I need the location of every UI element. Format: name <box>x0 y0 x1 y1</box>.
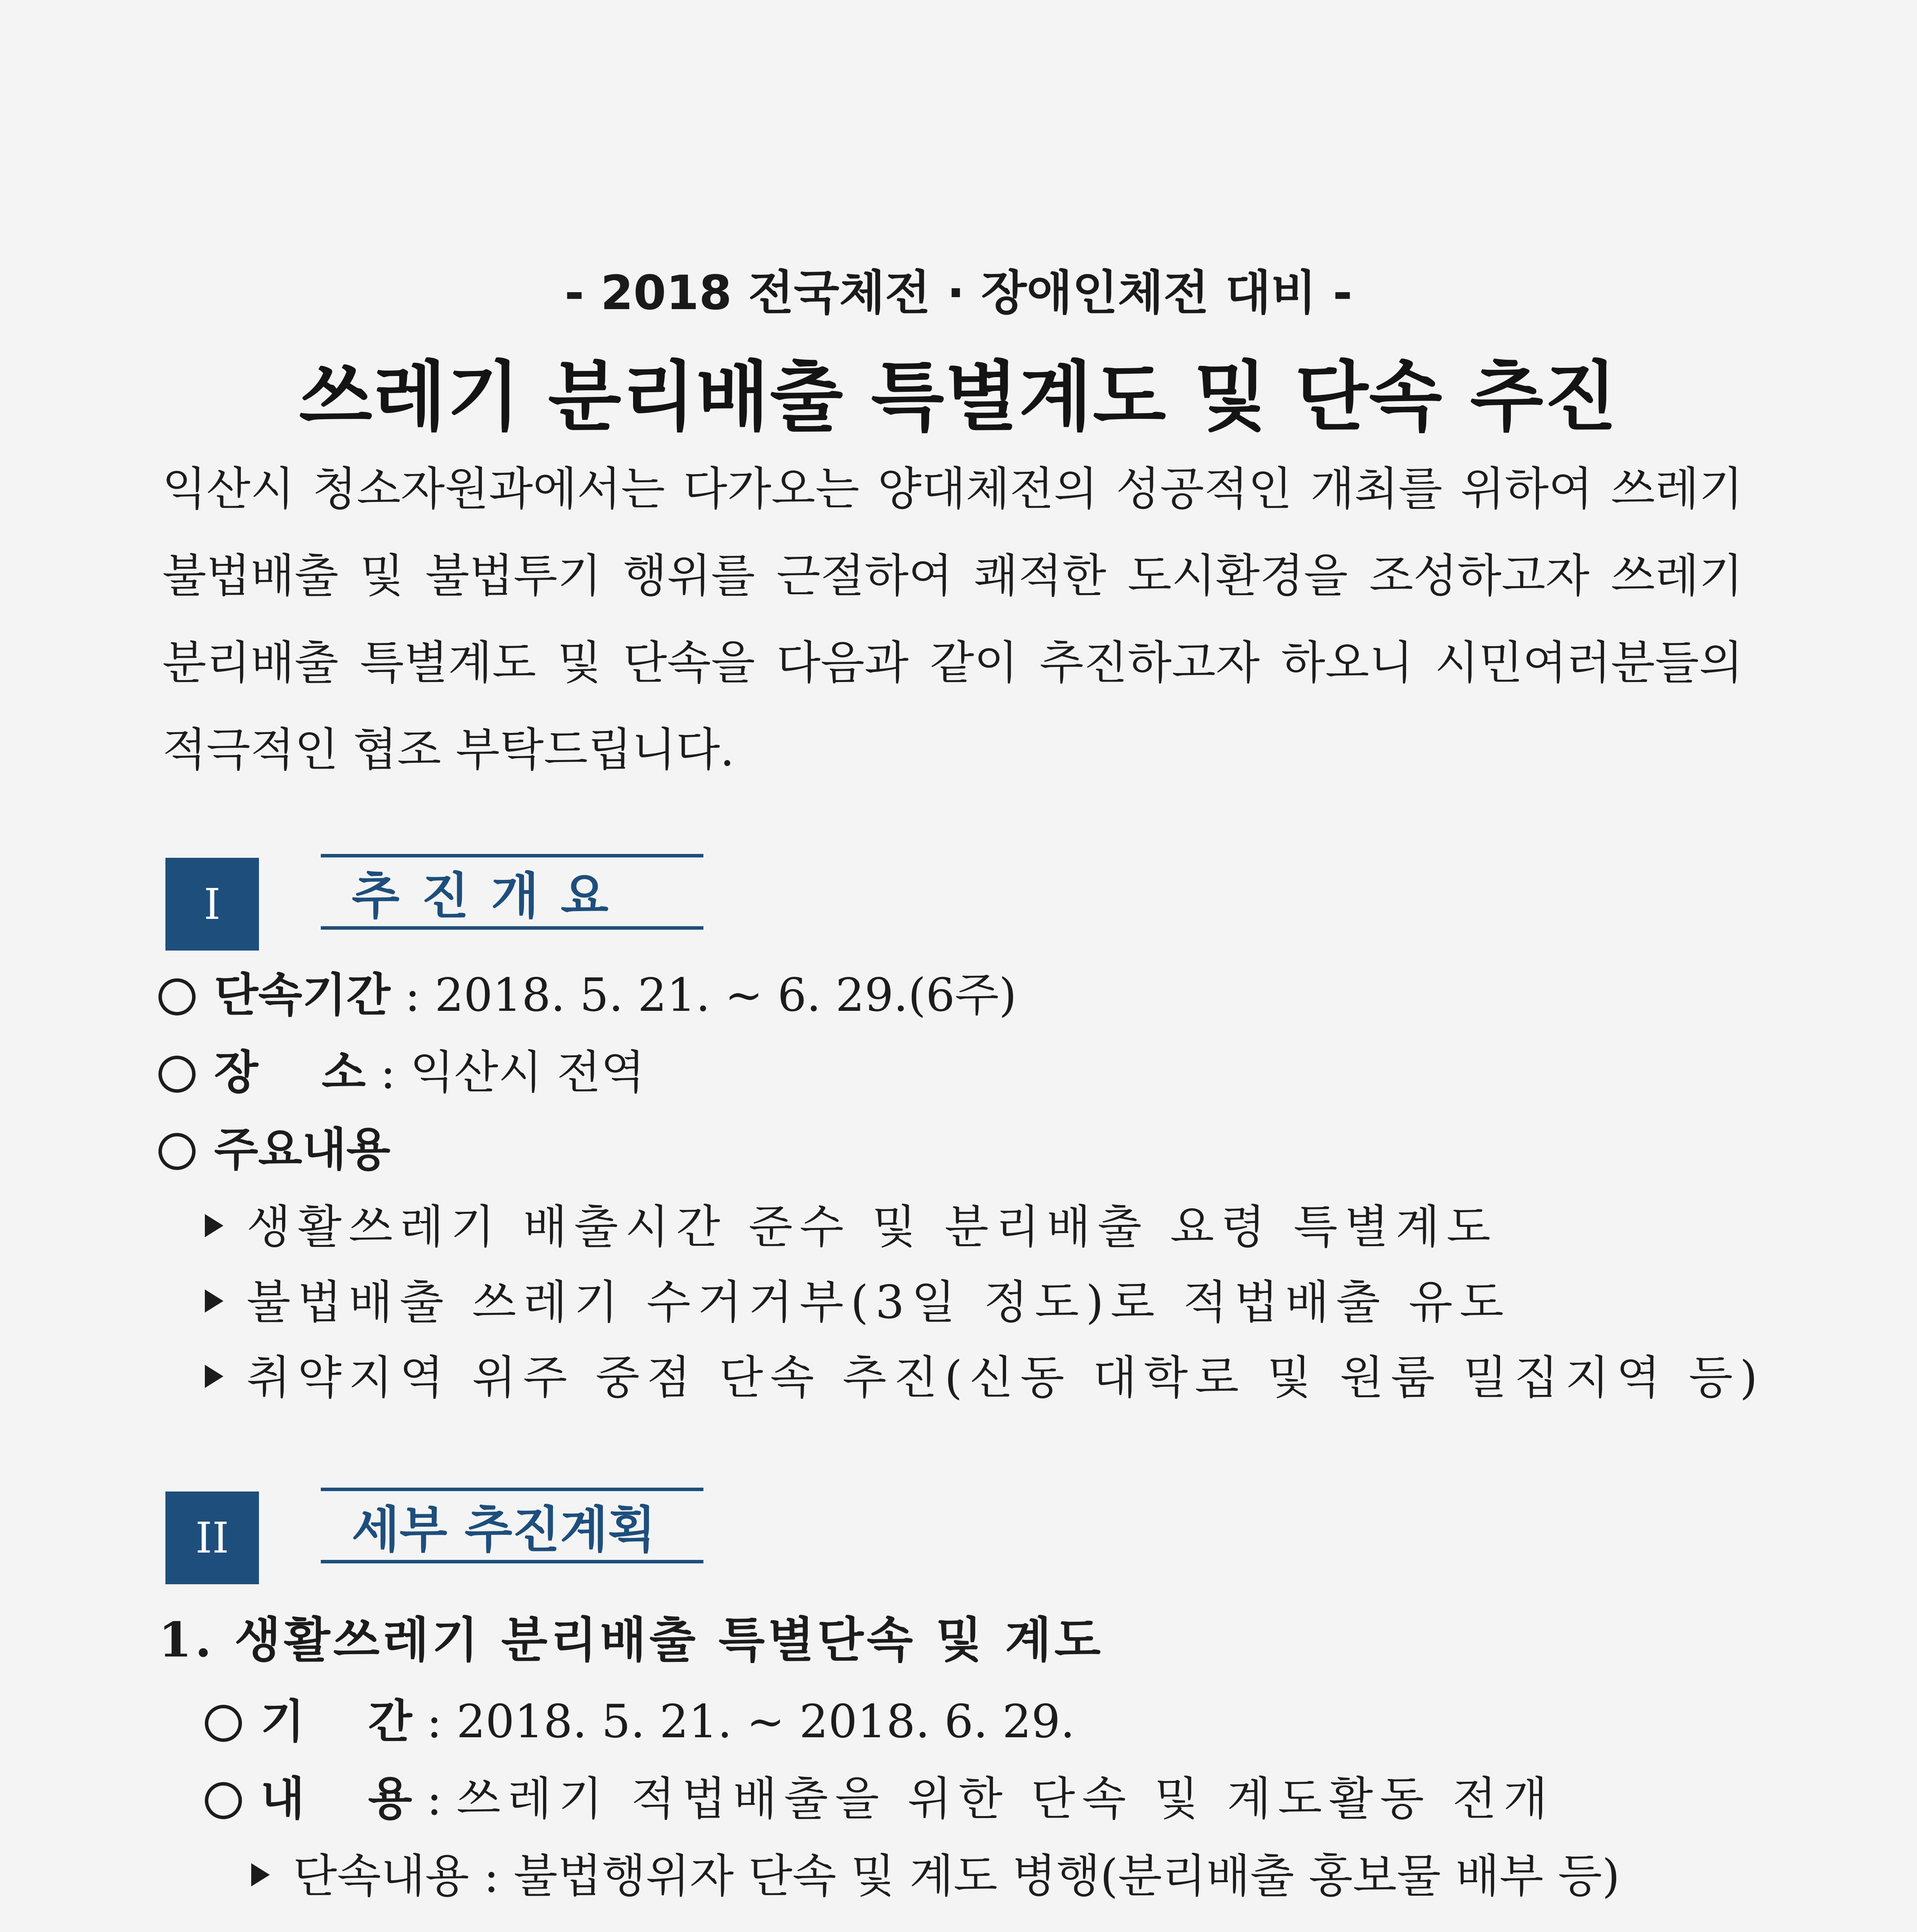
intro-line-2: 불법배출 및 불법투기 행위를 근절하여 쾌적한 도시환경을 조성하고자 쓰레기 <box>162 549 1743 602</box>
item-place-value: 익산시 전역 <box>410 1046 645 1099</box>
triangle-bullet-icon <box>205 1365 223 1388</box>
document-title: 쓰레기 분리배출 특별계도 및 단속 추진 <box>299 353 1618 441</box>
triangle-bullet-icon <box>251 1863 270 1886</box>
bullet-3: 취약지역 위주 중점 단속 추진(신동 대학로 및 원룸 밀집지역 등) <box>205 1349 1764 1406</box>
item-place-label: 장 소 <box>214 1045 366 1099</box>
sub1-period: 기 간 : 2018. 5. 21. ~ 2018. 6. 29. <box>205 1692 1075 1750</box>
section-1-number: I <box>165 858 259 951</box>
item-place: 장 소 : 익산시 전역 <box>158 1043 645 1101</box>
triangle-bullet-icon <box>205 1214 223 1237</box>
sub1-content: 내 용 : 쓰레기 적법배출을 위한 단속 및 계도활동 전개 <box>205 1770 1554 1828</box>
sub1-detail: 단속내용 : 불법행위자 단속 및 계도 병행(분리배출 홍보물 배부 등) <box>251 1847 1620 1905</box>
item-period-label: 단속기간 <box>214 968 390 1022</box>
item-period-value: 2018. 5. 21. ~ 6. 29.(6주) <box>434 968 1017 1022</box>
item-period: 단속기간 : 2018. 5. 21. ~ 6. 29.(6주) <box>158 966 1017 1024</box>
circle-bullet-icon <box>158 1056 196 1093</box>
intro-line-4: 적극적인 협조 부탁드립니다. <box>162 723 735 776</box>
sub1-period-label: 기 간 <box>260 1694 412 1748</box>
sub-heading-1: 1. 생활쓰레기 분리배출 특별단속 및 계도 <box>158 1612 1104 1668</box>
bullet-1: 생활쓰레기 배출시간 준수 및 분리배출 요령 특별계도 <box>205 1198 1498 1256</box>
triangle-bullet-icon <box>205 1289 223 1313</box>
intro-line-3: 분리배출 특별계도 및 단속을 다음과 같이 추진하고자 하오니 시민여러분들의 <box>162 636 1743 689</box>
sub1-content-value: 쓰레기 적법배출을 위한 단속 및 계도활동 전개 <box>456 1772 1554 1825</box>
sub1-detail-value: 불법행위자 단속 및 계도 병행(분리배출 홍보물 배부 등) <box>513 1849 1620 1903</box>
sub1-period-value: 2018. 5. 21. ~ 2018. 6. 29. <box>456 1695 1075 1748</box>
sub1-content-label: 내 용 <box>260 1772 412 1825</box>
section-2-number: II <box>165 1492 259 1584</box>
bullet-2: 불법배출 쓰레기 수거거부(3일 정도)로 적법배출 유도 <box>205 1273 1510 1331</box>
circle-bullet-icon <box>205 1705 242 1742</box>
circle-bullet-icon <box>158 1133 196 1170</box>
document-subtitle: - 2018 전국체전 · 장애인체전 대비 - <box>564 265 1353 320</box>
intro-line-1: 익산시 청소자원과에서는 다가오는 양대체전의 성공적인 개최를 위하여 쓰레기 <box>162 462 1743 515</box>
section-2-title: 세부 추진계획 <box>321 1488 703 1563</box>
circle-bullet-icon <box>205 1782 242 1819</box>
section-1-title: 추 진 개 요 <box>321 854 703 930</box>
item-main-content-label: 주요내용 <box>214 1122 390 1176</box>
circle-bullet-icon <box>158 978 196 1015</box>
sub1-detail-label: 단속내용 <box>293 1849 469 1903</box>
item-main-content <box>158 1121 390 1179</box>
